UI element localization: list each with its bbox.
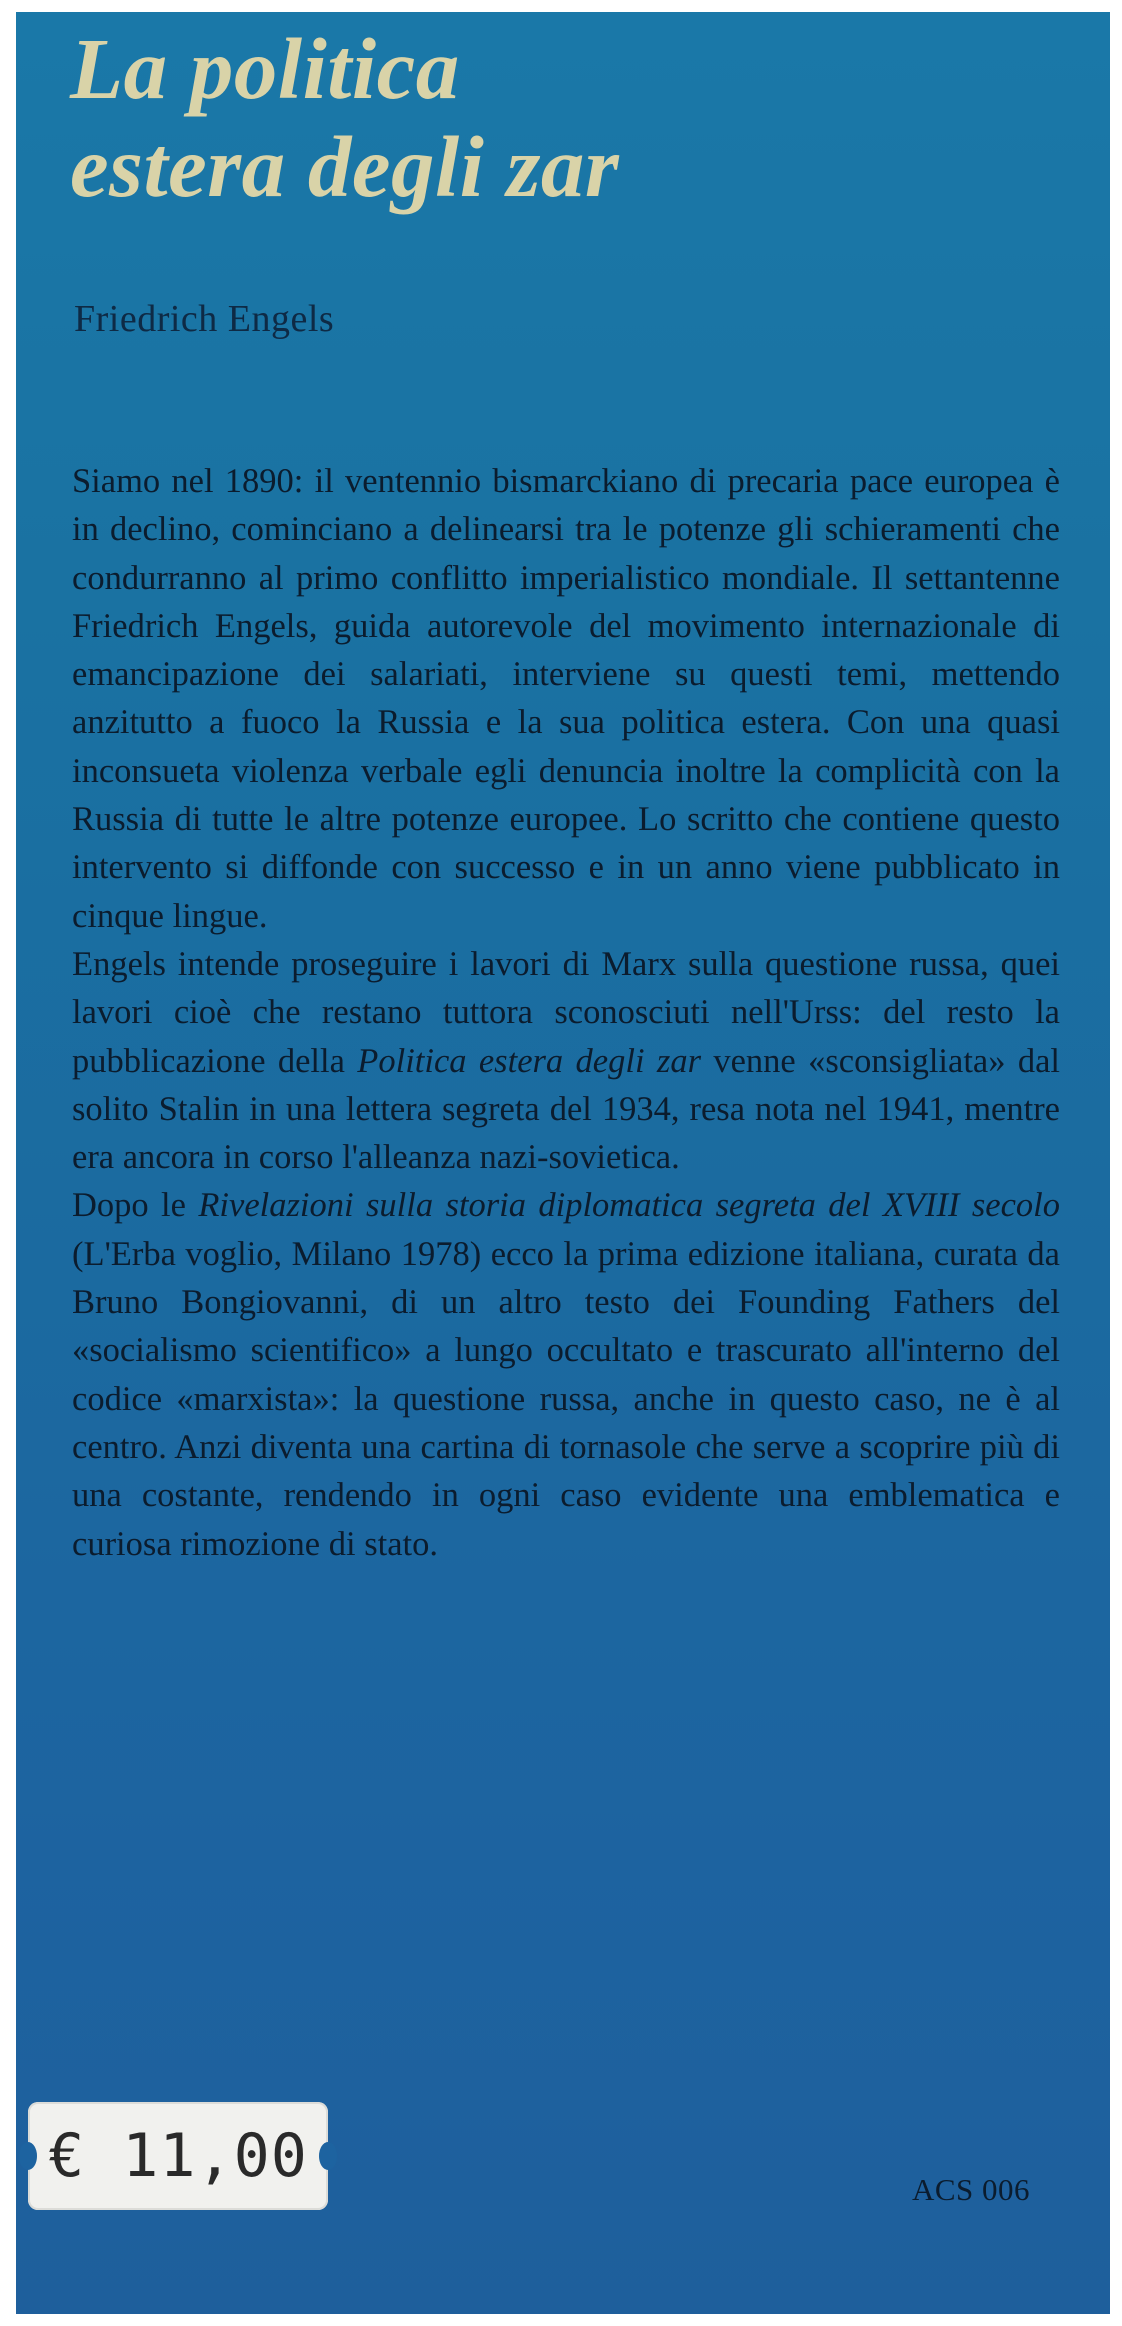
blurb-p3-text-b: (L'Erba voglio, Milano 1978) ecco la prima edizione italiana, curata da Bruno Bongiovanni, di un altro testo dei Founding Fathers del «socialismo scientifico» a lungo occultato e trascurato all'interno del codice «marxista»: la questione russa, anche in questo caso, ne è al centro. Anzi diventa una cartina di tornasole che serve a scoprire più di una costante, rendendo in ogni caso evidente una emblematica e curiosa rimozione di stato. bbox=[72, 1234, 1060, 1563]
book-back-cover bbox=[16, 12, 1110, 2314]
book-title bbox=[70, 20, 619, 216]
blurb-p3-book-title: Rivelazioni sulla storia diplomatica segreta del XVIII secolo bbox=[198, 1186, 1060, 1225]
blurb-p3-text-a: Dopo le bbox=[72, 1186, 199, 1225]
blurb-p2-text-b: venne «sconsigliata» dal solito Stalin in una lettera segreta del 1934, resa nota nel 1941, mentre era ancora in corso l'alleanza nazi-sovietica. bbox=[72, 1041, 1060, 1177]
blurb-p2-book-title: Politica estera degli zar bbox=[357, 1041, 701, 1080]
book-title-line-2: estera degli zar bbox=[70, 118, 620, 215]
blurb-text bbox=[72, 457, 1060, 1568]
price-sticker-text: € 11,00 bbox=[48, 2121, 308, 2191]
blurb-p2-text-a: Engels intende proseguire i lavori di Marx sulla questione russa, quei lavori cioè che restano tuttora sconosciuti nell'Urss: del resto la pubblicazione della bbox=[72, 944, 1060, 1080]
blurb-paragraph-2 bbox=[72, 940, 1060, 1181]
book-author: Friedrich Engels bbox=[74, 298, 335, 340]
price-sticker bbox=[28, 2102, 328, 2210]
book-title-line-1: La politica bbox=[70, 20, 460, 117]
series-code: ACS 006 bbox=[911, 2172, 1030, 2207]
blurb-paragraph-1: Siamo nel 1890: il ventennio bismarckiano di precaria pace europea è in declino, cominciano a delinearsi tra le potenze gli schieramenti che condurranno al primo conflitto imperialistico mondiale. Il settantenne Friedrich Engels, guida autorevole del movimento internazionale di emancipazione dei salariati, interviene su questi temi, mettendo anzitutto a fuoco la Russia e la sua politica estera. Con una quasi inconsueta violenza verbale egli denuncia inoltre la complicità con la Russia di tutte le altre potenze europee. Lo scritto che contiene questo intervento si diffonde con successo e in un anno viene pubblicato in cinque lingue. bbox=[72, 462, 1060, 935]
blurb-paragraph-3 bbox=[72, 1181, 1060, 1567]
